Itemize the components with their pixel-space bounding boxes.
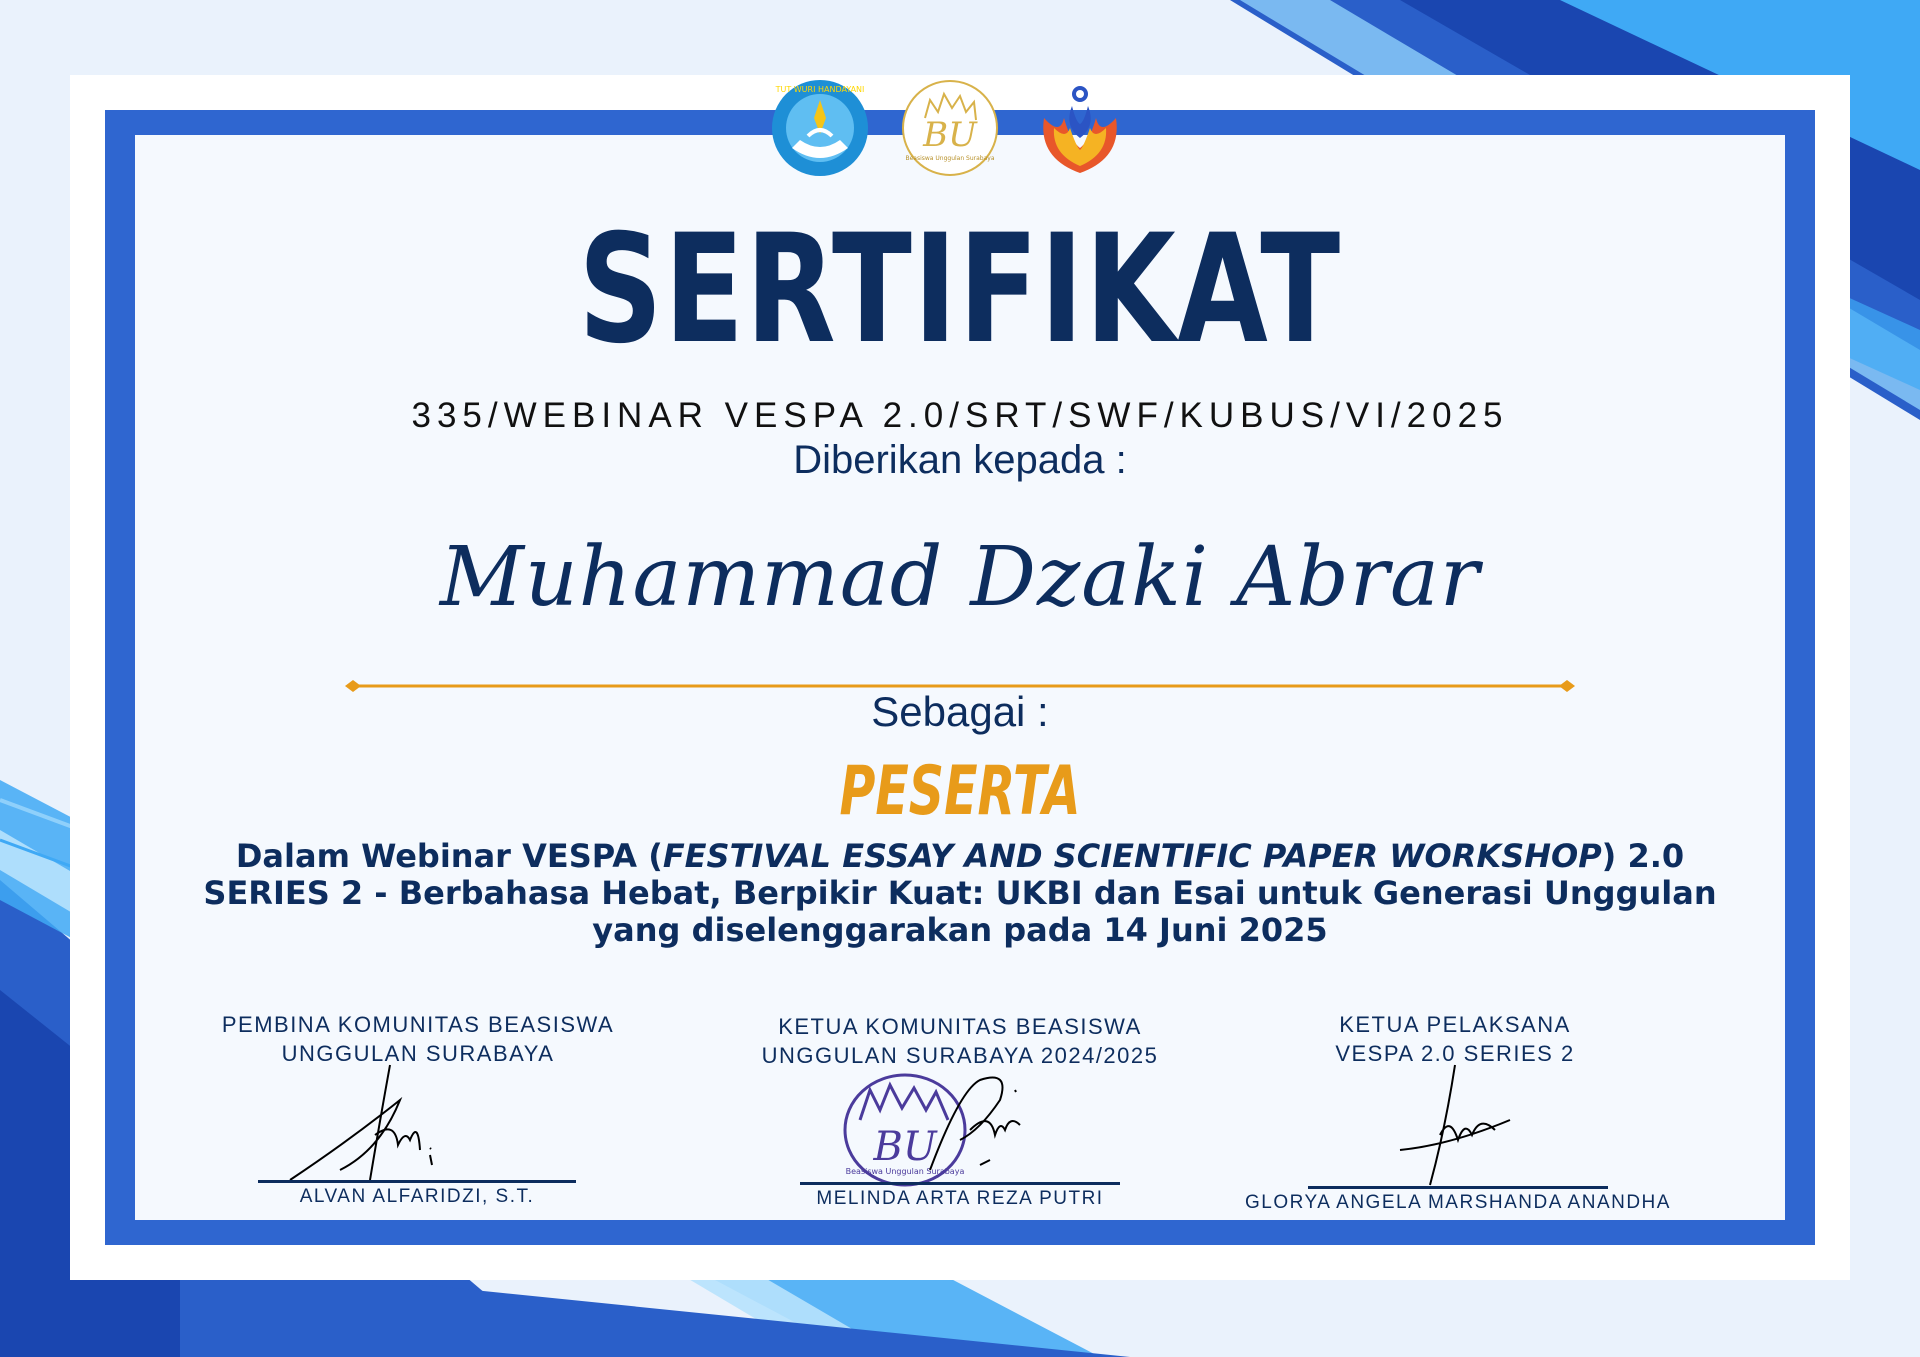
beasiswa-unggulan-surabaya-logo xyxy=(900,78,1000,178)
event-description xyxy=(180,838,1740,949)
vespa-flame-logo xyxy=(1030,78,1130,178)
signatory-2-title-line-1: KETUA KOMUNITAS BEASISWA xyxy=(778,1014,1142,1039)
given-to-label: Diberikan kepada : xyxy=(793,438,1127,482)
signature-3 xyxy=(1390,1060,1530,1190)
as-label: Sebagai : xyxy=(871,688,1049,735)
tut-wuri-text: TUT WURI HANDAYANI xyxy=(775,85,865,94)
signature-1-line xyxy=(258,1180,576,1183)
signature-2 xyxy=(920,1070,1040,1180)
description-line-1-italic: FESTIVAL ESSAY AND SCIENTIFIC PAPER WORKSHOP xyxy=(662,837,1602,875)
signatory-3-title-line-1: KETUA PELAKSANA xyxy=(1339,1012,1571,1037)
description-line-2: SERIES 2 - Berbahasa Hebat, Berpikir Kuat: UKBI dan Esai untuk Generasi Unggulan xyxy=(203,874,1717,912)
signatory-2-title xyxy=(750,1012,1170,1070)
signatory-1-title-line-2: UNGGULAN SURABAYA xyxy=(281,1041,555,1066)
signatory-1-name: ALVAN ALFARIDZI, S.T. xyxy=(299,1186,535,1207)
signature-3-line xyxy=(1308,1186,1608,1189)
bu-logo-letters: BU xyxy=(923,115,977,155)
description-line-1-prefix: Dalam Webinar VESPA ( xyxy=(235,837,663,875)
logo-row xyxy=(770,78,1130,178)
signature-2-line xyxy=(800,1182,1120,1185)
bu-logo-subtext: Beasiswa Unggulan Surabaya xyxy=(905,155,995,162)
stamp-letters: BU xyxy=(873,1124,937,1170)
role-label: PESERTA xyxy=(839,752,1081,831)
signatory-3-title-line-2: VESPA 2.0 SERIES 2 xyxy=(1335,1041,1575,1066)
description-line-1-suffix: ) 2.0 xyxy=(1601,837,1685,875)
recipient-name: Muhammad Dzaki Abrar xyxy=(439,530,1481,625)
tut-wuri-handayani-logo xyxy=(770,78,870,178)
signatory-2 xyxy=(750,1012,1170,1070)
description-line-1 xyxy=(180,838,1740,875)
signatory-1-title-line-1: PEMBINA KOMUNITAS BEASISWA xyxy=(221,1012,615,1037)
signatory-3-name: GLORYA ANGELA MARSHANDA ANANDHA xyxy=(1245,1192,1671,1213)
signatory-2-title-line-2: UNGGULAN SURABAYA 2024/2025 xyxy=(761,1043,1159,1068)
stamp-subtext: Beasiswa Unggulan Surabaya xyxy=(845,1167,965,1176)
certificate-number: 335/WEBINAR VESPA 2.0/SRT/SWF/KUBUS/VI/2025 xyxy=(411,396,1509,435)
description-line-3: yang diselenggarakan pada 14 Juni 2025 xyxy=(592,911,1328,949)
certificate-title: SERTIFIKAT xyxy=(578,203,1342,377)
signature-1 xyxy=(280,1060,460,1190)
signatory-2-name: MELINDA ARTA REZA PUTRI xyxy=(816,1188,1104,1209)
